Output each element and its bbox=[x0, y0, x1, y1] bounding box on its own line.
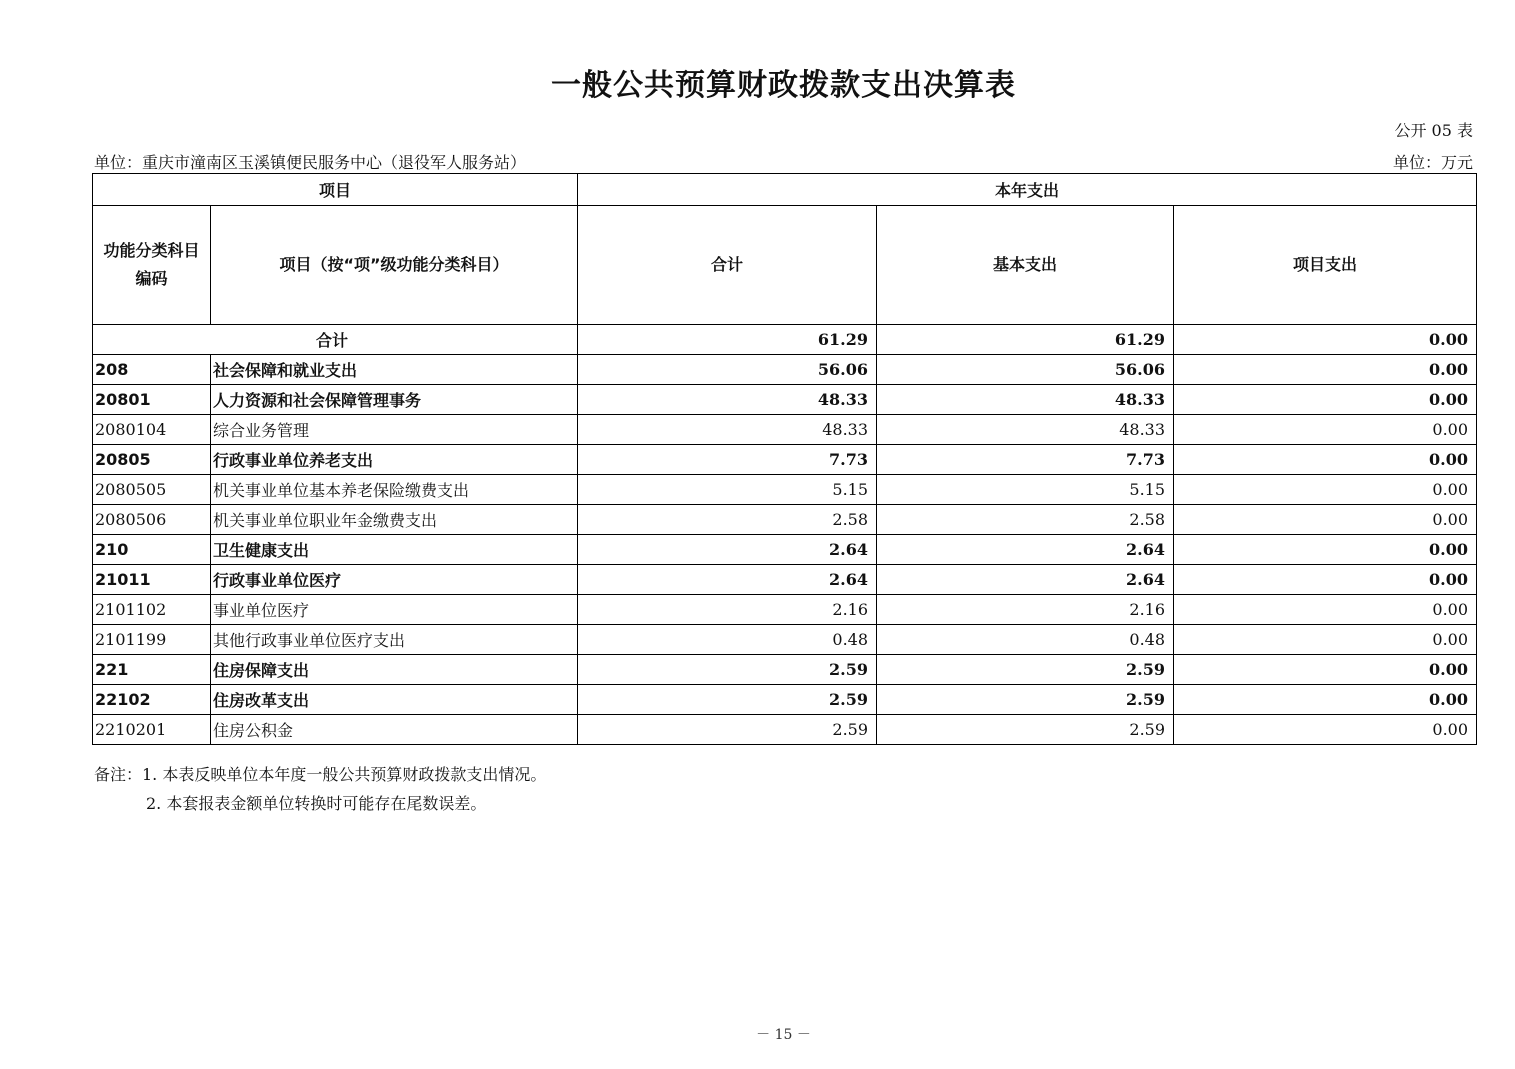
row-basic: 56.06 bbox=[877, 355, 1174, 385]
row-basic: 2.59 bbox=[877, 655, 1174, 685]
table-row bbox=[93, 505, 1477, 535]
total-sum: 61.29 bbox=[578, 325, 877, 355]
table-row bbox=[93, 475, 1477, 505]
page-number: － 15 － bbox=[756, 1027, 811, 1043]
row-project: 0.00 bbox=[1174, 655, 1477, 685]
row-project: 0.00 bbox=[1174, 475, 1477, 505]
header-project: 项目 bbox=[93, 174, 578, 206]
row-name: 机关事业单位基本养老保险缴费支出 bbox=[211, 475, 578, 505]
row-total: 2.16 bbox=[578, 595, 877, 625]
note-2: 2. 本套报表金额单位转换时可能存在尾数误差。 bbox=[146, 794, 487, 813]
row-code: 21011 bbox=[93, 565, 211, 595]
row-name: 住房公积金 bbox=[211, 715, 578, 745]
row-code: 20801 bbox=[93, 385, 211, 415]
table-row bbox=[93, 595, 1477, 625]
column-header-code: 功能分类科目编码 bbox=[93, 206, 211, 325]
table-row bbox=[93, 355, 1477, 385]
column-header-basic: 基本支出 bbox=[877, 206, 1174, 325]
table-row bbox=[93, 535, 1477, 565]
row-project: 0.00 bbox=[1174, 445, 1477, 475]
row-total: 48.33 bbox=[578, 415, 877, 445]
row-code: 2101199 bbox=[93, 625, 211, 655]
row-name: 住房保障支出 bbox=[211, 655, 578, 685]
table-row bbox=[93, 415, 1477, 445]
column-header-total: 合计 bbox=[578, 206, 877, 325]
row-total: 5.15 bbox=[578, 475, 877, 505]
row-name: 社会保障和就业支出 bbox=[211, 355, 578, 385]
row-total: 2.59 bbox=[578, 715, 877, 745]
row-basic: 48.33 bbox=[877, 415, 1174, 445]
row-basic: 2.59 bbox=[877, 715, 1174, 745]
row-project: 0.00 bbox=[1174, 415, 1477, 445]
table-row bbox=[93, 715, 1477, 745]
row-total: 2.58 bbox=[578, 505, 877, 535]
header-current-year: 本年支出 bbox=[578, 174, 1477, 206]
row-basic: 2.58 bbox=[877, 505, 1174, 535]
row-name: 综合业务管理 bbox=[211, 415, 578, 445]
reporting-unit: 单位：重庆市潼南区玉溪镇便民服务中心（退役军人服务站） bbox=[94, 153, 527, 172]
row-total: 2.64 bbox=[578, 565, 877, 595]
row-project: 0.00 bbox=[1174, 385, 1477, 415]
row-basic: 2.64 bbox=[877, 535, 1174, 565]
row-code: 22102 bbox=[93, 685, 211, 715]
row-name: 卫生健康支出 bbox=[211, 535, 578, 565]
row-code: 2210201 bbox=[93, 715, 211, 745]
currency-unit: 单位：万元 bbox=[1392, 153, 1473, 172]
total-project: 0.00 bbox=[1174, 325, 1477, 355]
row-code: 221 bbox=[93, 655, 211, 685]
row-code: 2101102 bbox=[93, 595, 211, 625]
row-basic: 2.64 bbox=[877, 565, 1174, 595]
total-basic: 61.29 bbox=[877, 325, 1174, 355]
page-title: 一般公共预算财政拨款支出决算表 bbox=[551, 68, 1016, 103]
column-header-name: 项目（按“项”级功能分类科目） bbox=[211, 206, 578, 325]
row-basic: 0.48 bbox=[877, 625, 1174, 655]
row-project: 0.00 bbox=[1174, 355, 1477, 385]
total-row bbox=[93, 325, 1477, 355]
table-row bbox=[93, 655, 1477, 685]
row-total: 48.33 bbox=[578, 385, 877, 415]
row-name: 人力资源和社会保障管理事务 bbox=[211, 385, 578, 415]
row-code: 208 bbox=[93, 355, 211, 385]
table-row bbox=[93, 385, 1477, 415]
note-1: 备注：1. 本表反映单位本年度一般公共预算财政拨款支出情况。 bbox=[94, 765, 547, 784]
row-basic: 2.16 bbox=[877, 595, 1174, 625]
header-row-top bbox=[93, 174, 1477, 206]
row-total: 0.48 bbox=[578, 625, 877, 655]
row-name: 其他行政事业单位医疗支出 bbox=[211, 625, 578, 655]
row-basic: 2.59 bbox=[877, 685, 1174, 715]
row-code: 2080505 bbox=[93, 475, 211, 505]
row-basic: 48.33 bbox=[877, 385, 1174, 415]
row-name: 事业单位医疗 bbox=[211, 595, 578, 625]
row-project: 0.00 bbox=[1174, 595, 1477, 625]
header-row-columns bbox=[93, 206, 1477, 325]
row-code: 20805 bbox=[93, 445, 211, 475]
row-total: 2.59 bbox=[578, 685, 877, 715]
row-name: 行政事业单位医疗 bbox=[211, 565, 578, 595]
total-label: 合计 bbox=[93, 325, 578, 355]
notes bbox=[94, 760, 546, 818]
row-code: 2080104 bbox=[93, 415, 211, 445]
row-name: 行政事业单位养老支出 bbox=[211, 445, 578, 475]
row-name: 住房改革支出 bbox=[211, 685, 578, 715]
row-total: 2.64 bbox=[578, 535, 877, 565]
table-row bbox=[93, 625, 1477, 655]
row-code: 210 bbox=[93, 535, 211, 565]
row-basic: 5.15 bbox=[877, 475, 1174, 505]
table-row bbox=[93, 445, 1477, 475]
row-project: 0.00 bbox=[1174, 565, 1477, 595]
row-total: 56.06 bbox=[578, 355, 877, 385]
row-project: 0.00 bbox=[1174, 685, 1477, 715]
row-name: 机关事业单位职业年金缴费支出 bbox=[211, 505, 578, 535]
row-basic: 7.73 bbox=[877, 445, 1174, 475]
row-project: 0.00 bbox=[1174, 535, 1477, 565]
table-row bbox=[93, 565, 1477, 595]
expenditure-table bbox=[92, 173, 1477, 745]
row-project: 0.00 bbox=[1174, 625, 1477, 655]
row-total: 7.73 bbox=[578, 445, 877, 475]
row-project: 0.00 bbox=[1174, 715, 1477, 745]
table-row bbox=[93, 685, 1477, 715]
row-code: 2080506 bbox=[93, 505, 211, 535]
column-header-project: 项目支出 bbox=[1174, 206, 1477, 325]
form-number: 公开 05 表 bbox=[1394, 121, 1473, 140]
row-total: 2.59 bbox=[578, 655, 877, 685]
row-project: 0.00 bbox=[1174, 505, 1477, 535]
